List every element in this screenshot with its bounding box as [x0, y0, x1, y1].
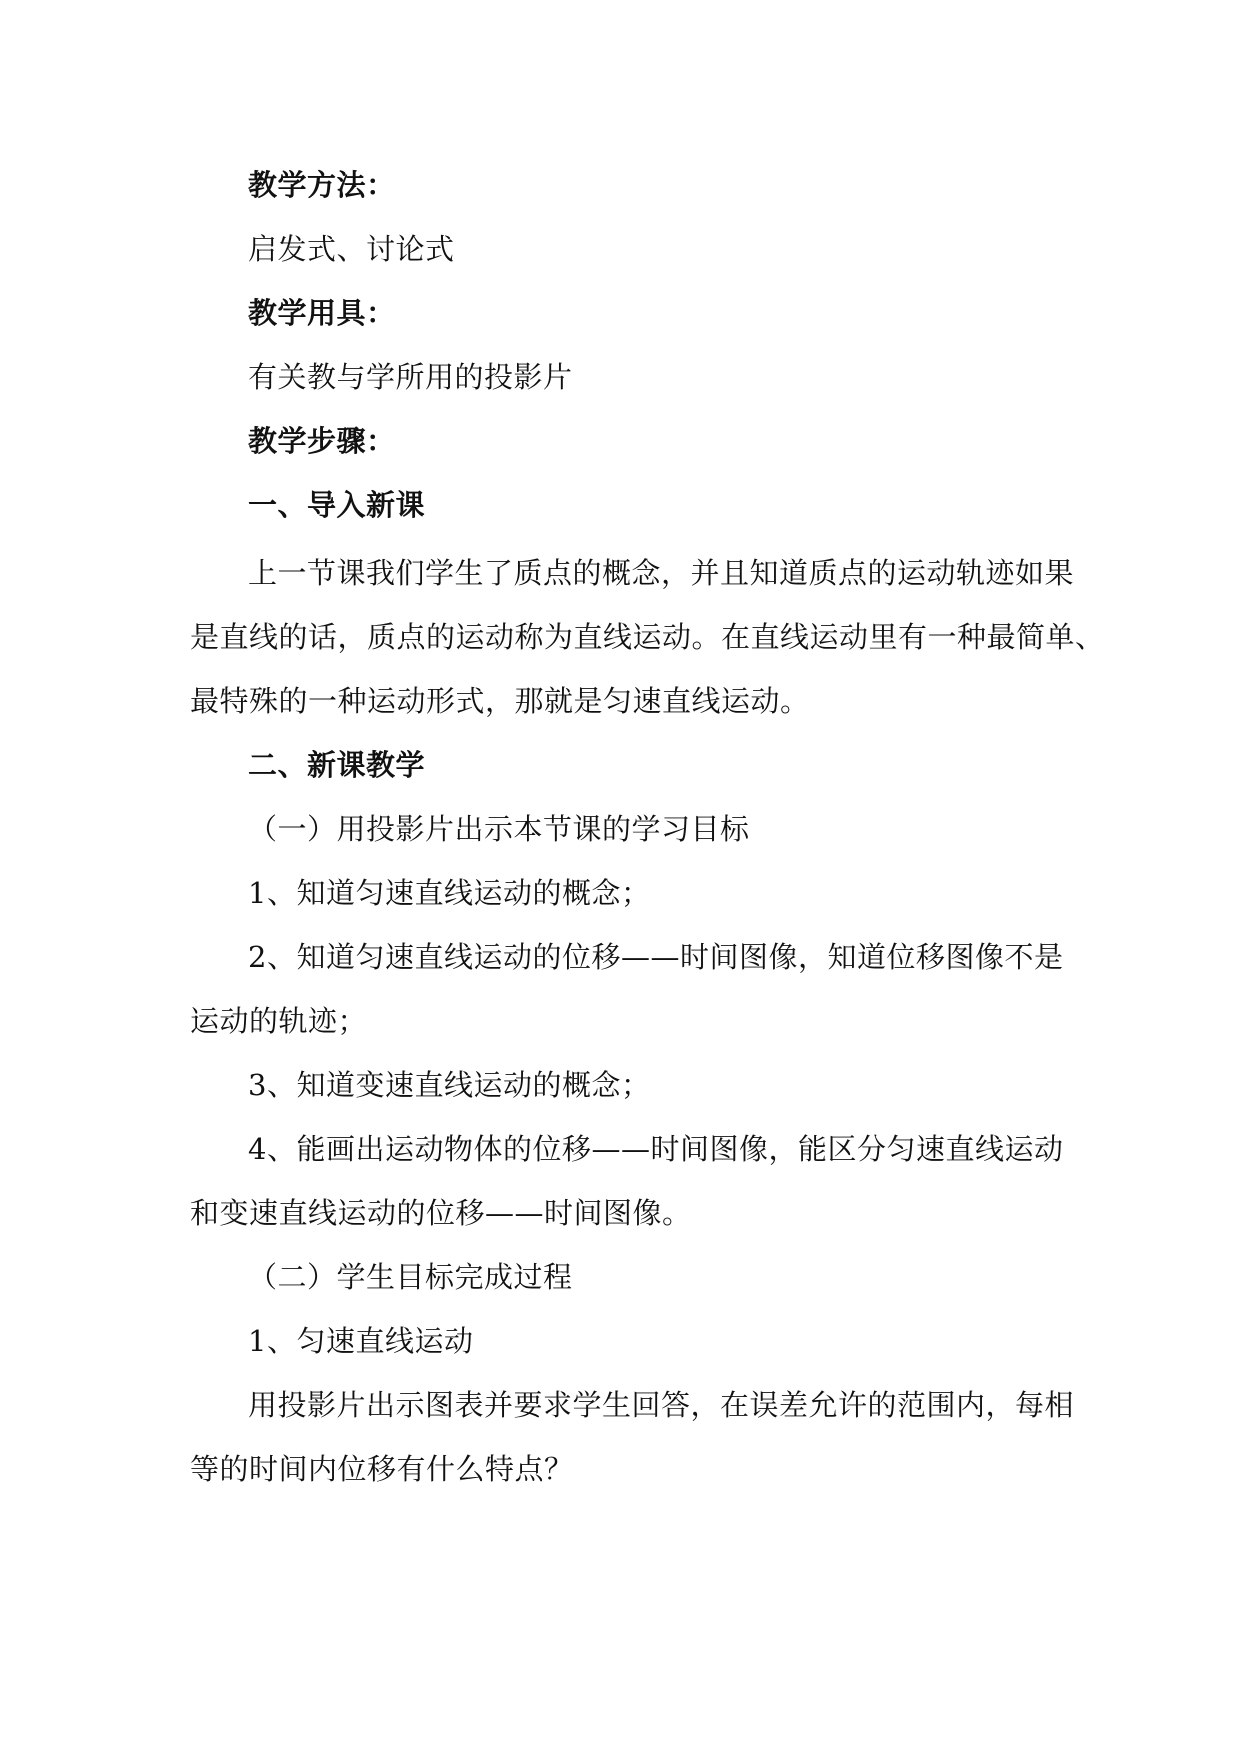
subheading-student-process: （二）学生目标完成过程 [248, 1260, 573, 1294]
section-uniform-motion: 1、匀速直线运动 [248, 1324, 474, 1358]
paragraph-intro-line-2: 是直线的话，质点的运动称为直线运动。在直线运动里有一种最简单、 [190, 620, 1105, 654]
heading-introduction: 一、导入新课 [248, 488, 426, 522]
heading-new-lesson: 二、新课教学 [248, 748, 426, 782]
objective-item-2-line-2: 运动的轨迹； [190, 1004, 368, 1038]
objective-item-2-line-1: 2、知道匀速直线运动的位移——时间图像，知道位移图像不是 [248, 940, 1064, 974]
text-teaching-tools: 有关教与学所用的投影片 [248, 360, 573, 394]
paragraph-question-line-1: 用投影片出示图表并要求学生回答，在误差允许的范围内，每相 [248, 1388, 1075, 1422]
objective-item-3: 3、知道变速直线运动的概念； [248, 1068, 651, 1102]
objective-item-4-line-2: 和变速直线运动的位移——时间图像。 [190, 1196, 692, 1230]
paragraph-intro-line-1: 上一节课我们学生了质点的概念，并且知道质点的运动轨迹如果 [248, 556, 1075, 590]
paragraph-question-line-2: 等的时间内位移有什么特点？ [190, 1452, 574, 1486]
objective-item-1: 1、知道匀速直线运动的概念； [248, 876, 651, 910]
paragraph-intro-line-3: 最特殊的一种运动形式，那就是匀速直线运动。 [190, 684, 810, 718]
heading-teaching-steps: 教学步骤： [248, 424, 396, 458]
subheading-objectives: （一）用投影片出示本节课的学习目标 [248, 812, 750, 846]
heading-teaching-tools: 教学用具： [248, 296, 396, 330]
objective-item-4-line-1: 4、能画出运动物体的位移——时间图像，能区分匀速直线运动 [248, 1132, 1064, 1166]
text-teaching-method: 启发式、讨论式 [248, 232, 455, 266]
heading-teaching-method: 教学方法： [248, 168, 396, 202]
